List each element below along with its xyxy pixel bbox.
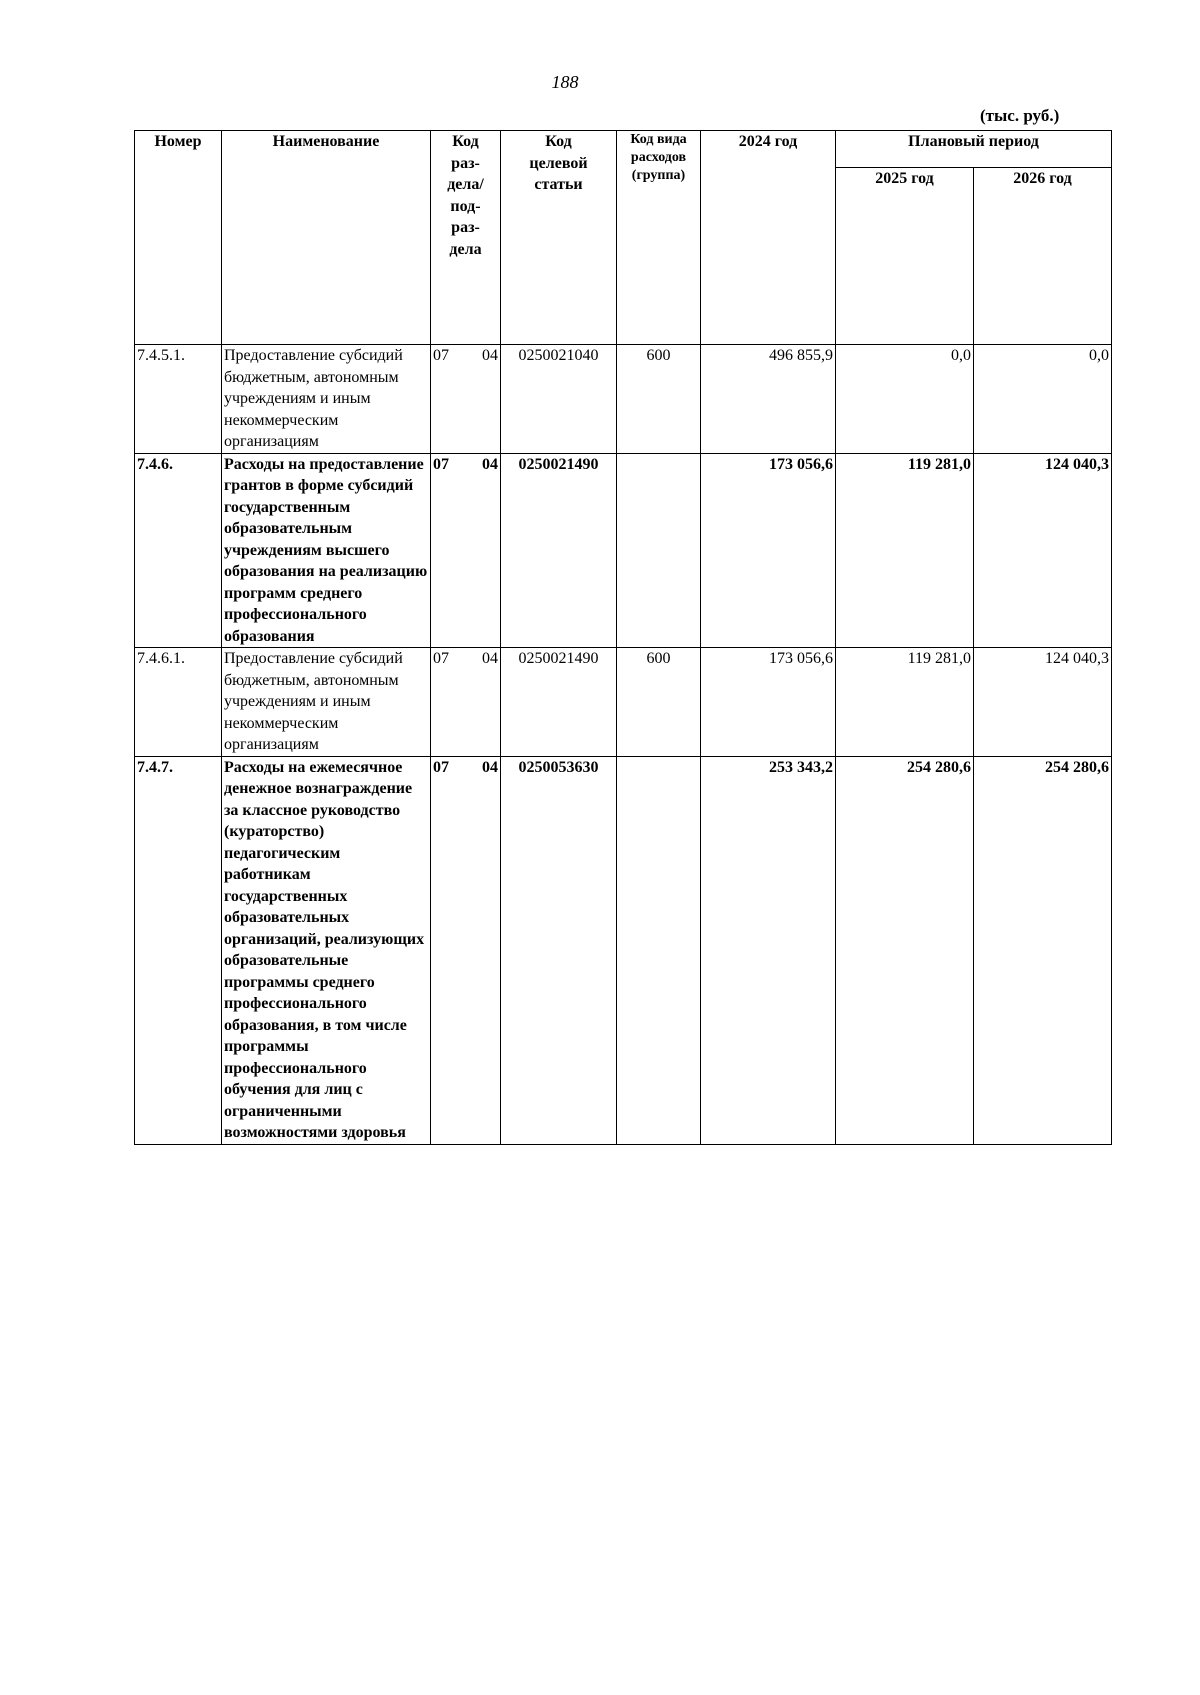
row-value-2026: 0,0: [974, 345, 1112, 454]
subsection-code: 04: [482, 347, 498, 364]
row-value-2024: 173 056,6: [701, 453, 836, 648]
row-number: 7.4.6.1.: [135, 648, 222, 757]
row-value-2025: 119 281,0: [836, 648, 974, 757]
row-target-code: 0250021490: [501, 648, 617, 757]
budget-table: [134, 130, 1112, 1145]
row-value-2024: 253 343,2: [701, 756, 836, 1144]
row-section-code: [431, 345, 501, 454]
section-code: 07: [433, 758, 449, 776]
row-name: Расходы на ежемесячное денежное вознаграждение за классное руководство (кураторство) педагогическим работникам государственных образовательных организаций, реализующих образовательные программы среднего профессионального образования, в том числе программы профессионального обучения для лиц с ограниченными возможностями здоровья: [222, 756, 431, 1144]
row-name: Расходы на предоставление грантов в форме субсидий государственным образовательным учреждениям высшего образования на реализацию программ среднего профессионального образования: [222, 453, 431, 648]
header-year-2026: 2026 год: [974, 168, 1112, 345]
units-label: (тыс. руб.): [980, 106, 1060, 125]
header-year-2025: 2025 год: [836, 168, 974, 345]
row-value-2024: 496 855,9: [701, 345, 836, 454]
header-expense-code: Код вида расходов (группа): [617, 131, 701, 345]
row-target-code: 0250053630: [501, 756, 617, 1144]
header-year-2024: 2024 год: [701, 131, 836, 345]
row-number: 7.4.5.1.: [135, 345, 222, 454]
row-name: Предоставление субсидий бюджетным, автономным учреждениям и иным некоммерческим организациям: [222, 345, 431, 454]
table-row: [135, 648, 1112, 757]
table-header-row: [135, 131, 1112, 168]
table-row: [135, 756, 1112, 1144]
row-target-code: 0250021490: [501, 453, 617, 648]
subsection-code: 04: [482, 455, 498, 473]
row-value-2025: 254 280,6: [836, 756, 974, 1144]
row-section-code: [431, 756, 501, 1144]
section-code: 07: [433, 455, 449, 473]
row-value-2026: 124 040,3: [974, 648, 1112, 757]
row-value-2025: 119 281,0: [836, 453, 974, 648]
subsection-code: 04: [482, 650, 498, 667]
row-name: Предоставление субсидий бюджетным, автономным учреждениям и иным некоммерческим организациям: [222, 648, 431, 757]
row-number: 7.4.6.: [135, 453, 222, 648]
row-target-code: 0250021040: [501, 345, 617, 454]
row-value-2026: 254 280,6: [974, 756, 1112, 1144]
row-value-2025: 0,0: [836, 345, 974, 454]
header-planned-period: Плановый период: [836, 131, 1112, 168]
row-expense-group: [617, 756, 701, 1144]
header-section-code: Код раз- дела/ под- раз- дела: [431, 131, 501, 345]
section-code: 07: [433, 347, 449, 364]
row-expense-group: 600: [617, 345, 701, 454]
header-number: Номер: [135, 131, 222, 345]
section-code: 07: [433, 650, 449, 667]
subsection-code: 04: [482, 758, 498, 776]
header-name: Наименование: [222, 131, 431, 345]
table-row: [135, 345, 1112, 454]
row-section-code: [431, 453, 501, 648]
row-value-2024: 173 056,6: [701, 648, 836, 757]
page-number: 188: [551, 72, 579, 92]
table-row: [135, 453, 1112, 648]
row-number: 7.4.7.: [135, 756, 222, 1144]
row-expense-group: 600: [617, 648, 701, 757]
row-value-2026: 124 040,3: [974, 453, 1112, 648]
table-body: [135, 345, 1112, 1145]
row-expense-group: [617, 453, 701, 648]
row-section-code: [431, 648, 501, 757]
header-target-code: Код целевой статьи: [501, 131, 617, 345]
